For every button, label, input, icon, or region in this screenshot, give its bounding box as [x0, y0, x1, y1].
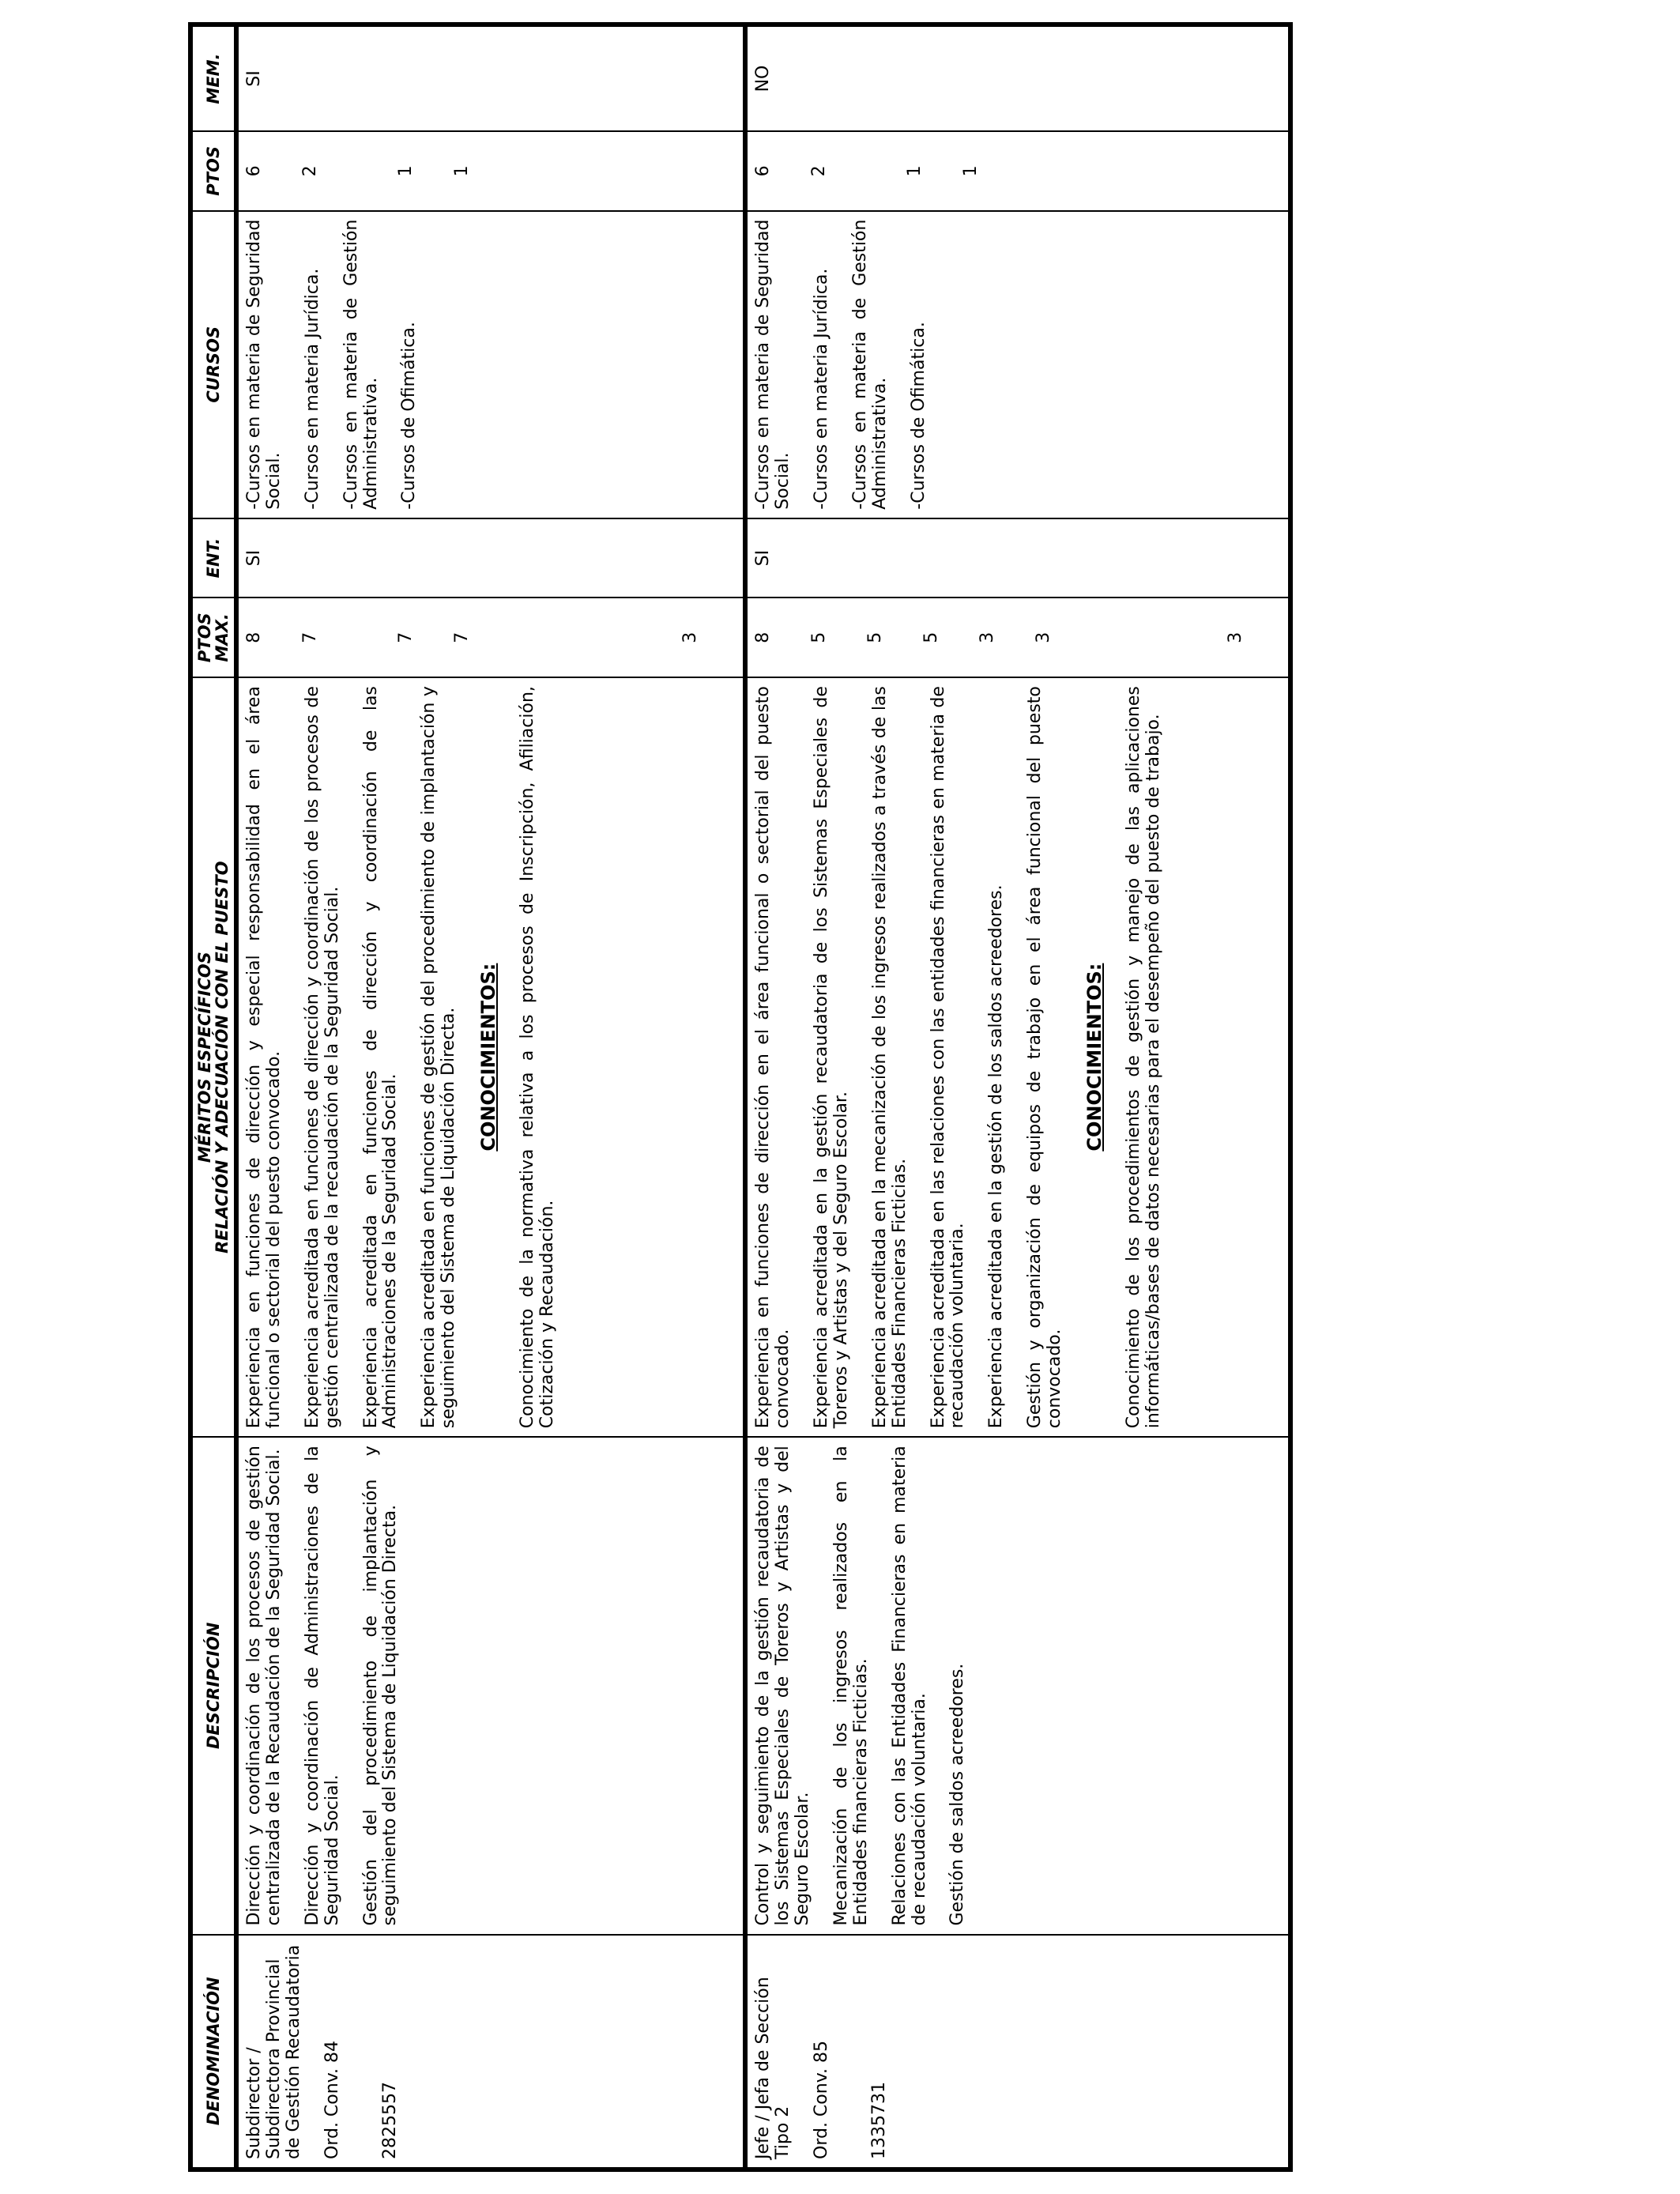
merito-item: Experiencia acreditada en funciones de gestión del procedimiento de implantación y seguimiento del Sistema de Liquidación Directa. [419, 686, 459, 1429]
merito-item: Experiencia acreditada en la mecanización de los ingresos realizados a través de las Entidades Financieras Ficticias. [869, 686, 910, 1429]
meritos-cell [236, 677, 745, 1437]
descripcion-item: Gestión del procedimiento de implantación y seguimiento del Sistema de Liquidación Directa. [360, 1446, 401, 1926]
merito-item: Gestión y organización de equipos de trabajo en el área funcional del puesto convocado. [1025, 686, 1064, 1429]
descripcion-cell [745, 1437, 1290, 1934]
header-descripcion: DESCRIPCIÓN [190, 1437, 236, 1934]
ptos-max-value: 7 [395, 631, 416, 643]
ptos-max-value: 3 [680, 631, 700, 643]
ptos-cell [236, 131, 745, 211]
puestos-table [188, 22, 1293, 2172]
ptos-cell [745, 131, 1290, 211]
rotated-page [174, 0, 1256, 2194]
header-ptos-max-line1: PTOS [195, 613, 214, 663]
curso-item: -Cursos en materia Jurídica. [812, 268, 832, 510]
mem-cell: NO [745, 25, 1290, 131]
ptos-max-value: 3 [1033, 631, 1053, 643]
header-row [190, 25, 236, 2169]
ptos-value: 1 [451, 165, 472, 177]
header-ent: ENT. [190, 518, 236, 598]
ptos-max-value: 5 [865, 631, 886, 643]
curso-item: -Cursos en materia de Seguridad Social. [244, 219, 284, 510]
header-meritos-line2: RELACIÓN Y ADECUACIÓN CON EL PUESTO [213, 861, 232, 1253]
curso-item: -Cursos en materia de Gestión Administrativa. [341, 219, 381, 510]
ptos-value: 1 [960, 165, 981, 177]
ptos-value: 2 [299, 165, 320, 177]
table-row [236, 25, 745, 2169]
denominacion-code: 2825557 [379, 2082, 400, 2159]
ent-cell: SI [745, 518, 1290, 598]
ptos-max-cell [745, 598, 1290, 677]
conocimientos-heading: CONOCIMIENTOS: [477, 963, 499, 1152]
header-ptos-max-line2: MAX. [213, 613, 232, 662]
curso-item: -Cursos en materia de Seguridad Social. [753, 219, 793, 510]
cursos-cell [745, 211, 1290, 518]
cursos-cell [236, 211, 745, 518]
meritos-cell [745, 677, 1290, 1437]
curso-item: -Cursos de Ofimática. [908, 322, 929, 510]
ptos-max-value: 7 [451, 631, 472, 643]
ptos-value: 2 [809, 165, 830, 177]
denominacion-conv: Ord. Conv. 84 [322, 2041, 342, 2159]
ptos-max-value: 5 [921, 631, 941, 643]
merito-item: Experiencia en funciones de dirección y especial responsabilidad en el área funcional o sectorial del puesto convocado. [244, 686, 284, 1429]
curso-item: -Cursos en materia Jurídica. [302, 268, 322, 510]
denominacion-name: Subdirector / Subdirectora Provincial de Gestión Recaudatoria [244, 1944, 303, 2159]
ptos-max-value: 7 [299, 631, 320, 643]
header-ptos: PTOS [190, 131, 236, 211]
merito-item: Experiencia acreditada en las relaciones con las entidades financieras en materia de recaudación voluntaria. [928, 686, 968, 1429]
curso-item: -Cursos de Ofimática. [399, 322, 420, 510]
descripcion-item: Dirección y coordinación de Administraciones de la Seguridad Social. [302, 1446, 342, 1926]
conocimiento-item: Conocimiento de la normativa relativa a los procesos de Inscripción, Afiliación, Cotización y Recaudación. [518, 686, 557, 1429]
merito-item: Experiencia acreditada en funciones de dirección y coordinación de las Administraciones de la Seguridad Social. [360, 686, 401, 1429]
descripcion-item: Control y seguimiento de la gestión recaudatoria de los Sistemas Especiales de Toreros y Artistas y del Seguro Escolar. [753, 1446, 813, 1926]
header-mem: MEM. [190, 25, 236, 131]
conocimientos-heading: CONOCIMIENTOS: [1083, 963, 1106, 1152]
header-denominacion: DENOMINACIÓN [190, 1935, 236, 2169]
ptos-max-value: 8 [244, 631, 265, 643]
denominacion-name: Jefe / Jefa de Sección Tipo 2 [753, 1977, 793, 2159]
ptos-value: 6 [244, 165, 265, 177]
curso-item: -Cursos en materia de Gestión Administrativa. [849, 219, 890, 510]
descripcion-item: Dirección y coordinación de los procesos de gestión centralizada de la Recaudación de la Seguridad Social. [244, 1446, 284, 1926]
descripcion-item: Relaciones con las Entidades Financieras en materia de recaudación voluntaria. [889, 1446, 929, 1926]
ptos-value: 1 [395, 165, 416, 177]
header-ptos-max [190, 598, 236, 677]
table-row [745, 25, 1290, 2169]
ptos-max-value: 3 [977, 631, 997, 643]
header-cursos: CURSOS [190, 211, 236, 518]
denominacion-conv: Ord. Conv. 85 [812, 2041, 832, 2159]
merito-item: Experiencia acreditada en la gestión recaudatoria de los Sistemas Especiales de Toreros y Artistas y del Seguro Escolar. [812, 686, 851, 1429]
ptos-max-value: 3 [1225, 631, 1245, 643]
merito-item: Experiencia acreditada en la gestión de los saldos acreedores. [986, 884, 1007, 1429]
mem-cell: SI [236, 25, 745, 131]
merito-item: Experiencia acreditada en funciones de dirección y coordinación de los procesos de gestión centralizada de la recaudación de la Seguridad Social. [302, 686, 342, 1429]
header-meritos [190, 677, 236, 1437]
descripcion-cell [236, 1437, 745, 1934]
ptos-max-cell [236, 598, 745, 677]
denominacion-code: 1335731 [868, 2082, 889, 2159]
ptos-value: 1 [905, 165, 925, 177]
header-meritos-line1: MÉRITOS ESPECÍFICOS [195, 952, 214, 1163]
ptos-value: 6 [753, 165, 774, 177]
conocimiento-item: Conocimiento de los procedimientos de gestión y manejo de las aplicaciones informáticas/bases de datos necesarias para el desempeño del puesto de trabajo. [1123, 686, 1163, 1429]
ent-cell: SI [236, 518, 745, 598]
ptos-max-value: 8 [753, 631, 774, 643]
ptos-max-value: 5 [809, 631, 830, 643]
descripcion-item: Mecanización de los ingresos realizados en la Entidades financieras Ficticias. [831, 1446, 871, 1926]
descripcion-item: Gestión de saldos acreedores. [947, 1663, 968, 1926]
denominacion-cell [236, 1935, 745, 2169]
merito-item: Experiencia en funciones de dirección en el área funcional o sectorial del puesto convocado. [753, 686, 793, 1429]
denominacion-cell [745, 1935, 1290, 2169]
